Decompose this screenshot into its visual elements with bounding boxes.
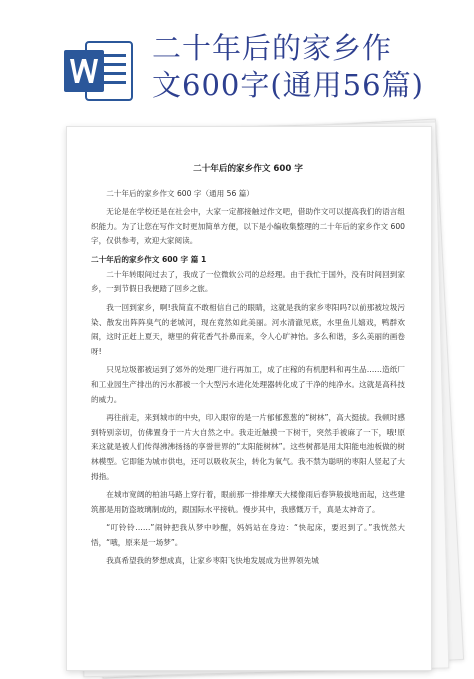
banner-header [0, 0, 474, 135]
word-document-icon [64, 38, 136, 104]
body-paragraph: 再往前走，来到城市的中央，印入眼帘的是一片郁郁葱葱的“树林”，高大挺拔。我顿时感到特别亲切，仿佛置身于一片大自然之中。我走近触摸一下树干，突然手被麻了一下，哦!原来这就是被人们传得沸沸扬扬的享誉世界的“太阳能树林”。这些树都是用太阳能电池板做的树林模型。它即能为城市供电，还可以吸收灰尘，转化为氧气。我不禁为聪明的枣阳人竖起了大拇指。 [91, 413, 405, 481]
banner-title-line-1: 二十年后的家乡作 [152, 31, 393, 65]
document-subtitle: 二十年后的家乡作文 600 字（通用 56 篇） [106, 189, 254, 198]
body-paragraph: 在城市宽阔的柏油马路上穿行着，眼前那一排排摩天大楼像雨后春笋般拔地而起，这些建筑都是用防盗玻璃制成的，跟国际水平接轨。慢步其中，我感慨万千，真是太神奇了。 [91, 490, 405, 514]
banner-title [152, 30, 462, 104]
section-heading: 二十年后的家乡作文 600 字 篇 1 [91, 254, 207, 264]
document-page [66, 126, 432, 671]
body-paragraph: “叮铃铃……”闹钟把我从梦中吵醒，妈妈站在身边：“快起床，要迟到了。”我恍然大悟，“哦，原来是一场梦”。 [91, 523, 405, 547]
banner-title-line-2: 文600字(通用56篇) [152, 68, 424, 102]
document-title: 二十年后的家乡作文 600 字 [193, 164, 303, 174]
body-paragraph: 只见垃圾都被运到了郊外的处理厂进行再加工，成了庄稼的有机肥料和再生品……造纸厂和工业园生产排出的污水都被一个大型污水进化处理器转化成了干净的纯净水。这就是高科技的威力。 [91, 365, 405, 404]
body-paragraph: 二十年转眼间过去了，我成了一位微软公司的总经理。由于我忙于国外，没有时间回到家乡，一到节假日我便踏了回乡之旅。 [91, 269, 405, 294]
intro-paragraph: 无论是在学校还是在社会中，大家一定都接触过作文吧，借助作文可以提高我们的语言组织能力。为了让您在写作文时更加简单方便，以下是小编收集整理的二十年后的家乡作文 600 字，仅供参考，欢迎大家阅读。 [91, 207, 405, 246]
body-paragraph: 我真希望我的梦想成真，让家乡枣阳飞快地发展成为世界领先城 [106, 556, 319, 566]
body-paragraph: 我一回到家乡，啊!我简直不敢相信自己的眼睛，这就是我的家乡枣阳吗?以前那被垃圾污染、散发出阵阵臭气的老城河，现在竟然如此美丽。河水清澈见底，水里鱼儿嬉戏，鸭群欢闹，这时正赶上夏天，塘里的荷花香气扑鼻而来，令人心旷神怡。多么和谐，多么美丽的画卷呀! [91, 302, 405, 356]
